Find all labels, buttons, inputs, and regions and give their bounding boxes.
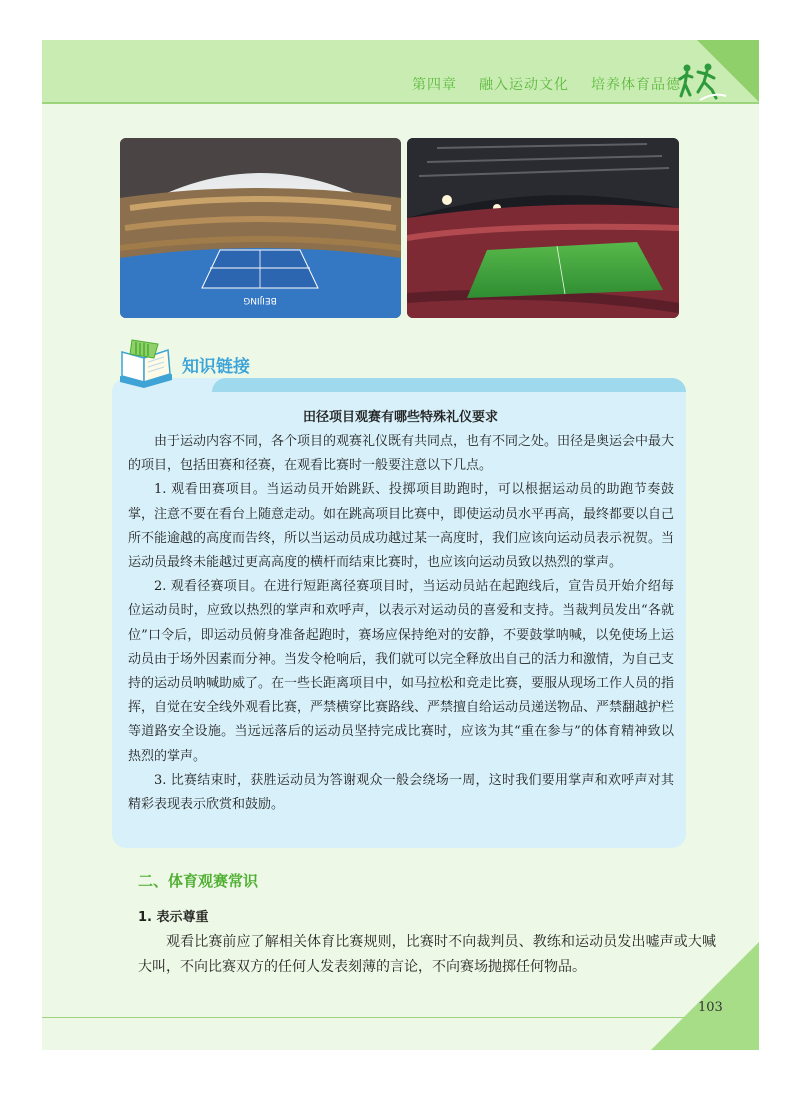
page-number: 103 [698,1000,723,1015]
textbook-page [42,40,759,1050]
kl-paragraph-track: 2. 观看径赛项目。在进行短距离径赛项目时，当运动员站在起跑线后，宣告员开始介绍每位运动员时，应致以热烈的掌声和欢呼声，以表示对运动员的喜爱和支持。当裁判员发出“各就位”口令后，即运动员俯身准备起跑时，赛场应保持绝对的安静，不要鼓掌呐喊，以免使场上运动员由于场外因素而分神。当发令枪响后，我们就可以完全释放出自己的活力和激情，为自己支持的运动员呐喊助威了。在一些长距离项目中，如马拉松和竞走比赛，要服从现场工作人员的指挥，自觉在安全线外观看比赛，严禁横穿比赛路线、严禁擅自给运动员递送物品、严禁翻越护栏等道路安全设施。当远远落后的运动员坚持完成比赛时，应该为其“重在参与”的体育精神致以热烈的掌声。 [128,579,675,764]
chapter-title-part2: 培养体育品德 [591,77,681,93]
kl-paragraph-intro: 由于运动内容不同，各个项目的观赛礼仪既有共同点，也有不同之处。田径是奥运会中最大的项目，包括田赛和径赛，在观看比赛时一般要注意以下几点。 [128,434,675,474]
section-title: 二、体育观赛常识 [138,872,259,890]
kl-paragraph-field: 1. 观看田赛项目。当运动员开始跳跃、投掷项目助跑时，可以根据运动员的助跑节奏鼓掌，注意不要在看台上随意走动。如在跳高项目比赛中，即使运动员水平再高，最终都要以自己所不能逾越的高度而告终，所以当运动员成功越过某一高度时，我们应该向运动员表示祝贺。当运动员最终未能越过更高高度的横杆而结束比赛时，也应该向运动员致以热烈的掌声。 [128,482,675,571]
header-divider [42,102,759,104]
chapter-number: 第四章 [412,77,457,93]
court-label: BEIJING [243,295,277,305]
runners-icon [678,62,728,102]
footer-corner-decoration [651,942,759,1050]
chapter-title-part1: 融入运动文化 [479,77,569,93]
football-stadium-photo [407,138,679,318]
kl-paragraph-end: 3. 比赛结束时，获胜运动员为答谢观众一般会绕场一周，这时我们要用掌声和欢呼声对其精彩表现表示欣赏和鼓励。 [128,772,674,813]
section-subtitle: 1. 表示尊重 [138,910,209,925]
open-book-icon [114,338,178,390]
knowledge-link-label: 知识链接 [182,357,250,377]
chapter-header [412,74,681,94]
knowledge-link-body [128,430,674,817]
section-body [138,930,716,980]
section-paragraph: 观看比赛前应了解相关体育比赛规则，比赛时不向裁判员、教练和运动员发出嘘声或大喊大叫，不向比赛双方的任何人发表刻薄的言论，不向赛场抛掷任何物品。 [138,934,716,975]
tennis-arena-photo [120,138,401,318]
knowledge-link-heading: 田径项目观赛有哪些特殊礼仪要求 [302,410,498,425]
knowledge-link-tab [212,378,686,392]
